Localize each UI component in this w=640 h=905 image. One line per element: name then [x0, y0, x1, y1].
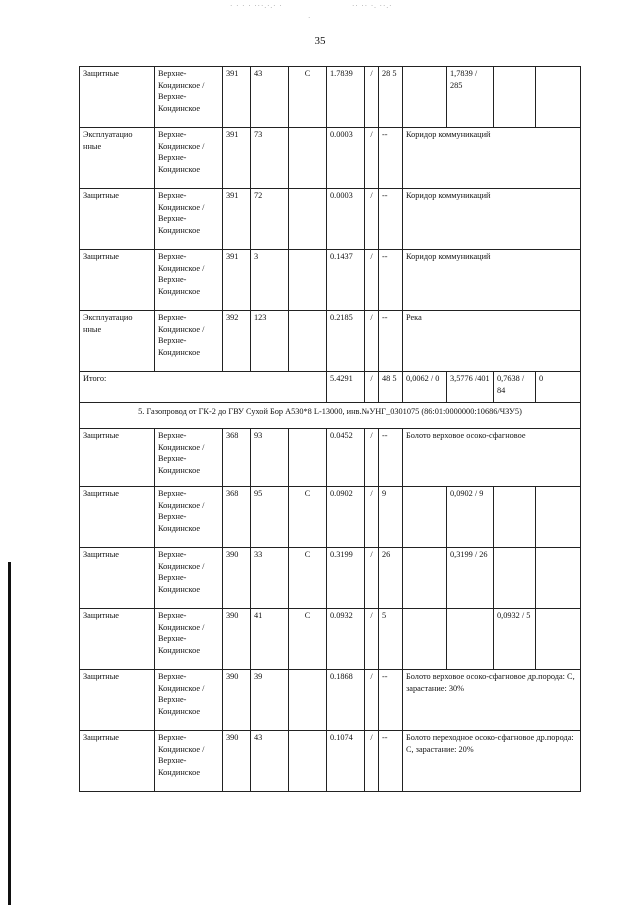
- plot-cell: 73: [251, 128, 289, 189]
- section-title: 5. Газопровод от ГК-2 до ГВУ Сухой Бор А530*8 L-13000, инв.№УНГ_0301075 (86:01:0000000:10686/ЧЗУ5): [80, 403, 581, 429]
- species-cell: [289, 429, 327, 487]
- location-cell: Верхне-Кондинское / Верхне-Кондинское: [155, 429, 223, 487]
- table-row: [80, 731, 581, 792]
- quarter-cell: 390: [223, 609, 251, 670]
- quarter-cell: 390: [223, 731, 251, 792]
- area-cell: 0.1868: [327, 670, 365, 731]
- location-cell: Верхне-Кондинское / Верхне-Кондинское: [155, 128, 223, 189]
- value-d-cell: [536, 548, 581, 609]
- species-cell: [289, 250, 327, 311]
- plot-cell: 95: [251, 487, 289, 548]
- species-cell: С: [289, 487, 327, 548]
- table-row: [80, 548, 581, 609]
- slash-cell: /: [365, 372, 379, 403]
- location-cell: Верхне-Кондинское / Верхне-Кондинское: [155, 189, 223, 250]
- volume-cell: --: [379, 189, 403, 250]
- volume-cell: --: [379, 670, 403, 731]
- plot-cell: 41: [251, 609, 289, 670]
- species-cell: [289, 128, 327, 189]
- total-value-b: 3,5776 /401: [447, 372, 494, 403]
- scan-marks-right: ·· ·· ·. ··.·: [352, 2, 393, 10]
- area-cell: 0.0003: [327, 189, 365, 250]
- value-b-cell: 0,0902 / 9: [447, 487, 494, 548]
- slash-cell: /: [365, 67, 379, 128]
- area-cell: 0.0902: [327, 487, 365, 548]
- slash-cell: /: [365, 189, 379, 250]
- quarter-cell: 391: [223, 67, 251, 128]
- quarter-cell: 390: [223, 670, 251, 731]
- table-row: [80, 250, 581, 311]
- scan-mark-center: ·: [308, 14, 312, 22]
- species-cell: [289, 189, 327, 250]
- note-cell: Коридор коммуникаций: [403, 250, 581, 311]
- slash-cell: /: [365, 311, 379, 372]
- total-row: [80, 372, 581, 403]
- quarter-cell: 391: [223, 128, 251, 189]
- category-cell: Защитные: [80, 487, 155, 548]
- value-a-cell: [403, 609, 447, 670]
- area-cell: 0.3199: [327, 548, 365, 609]
- value-c-cell: [494, 67, 536, 128]
- plot-cell: 123: [251, 311, 289, 372]
- category-cell: Защитные: [80, 609, 155, 670]
- area-cell: 0.2185: [327, 311, 365, 372]
- species-cell: С: [289, 548, 327, 609]
- value-c-cell: [494, 487, 536, 548]
- category-cell: Эксплуатацио нные: [80, 128, 155, 189]
- slash-cell: /: [365, 487, 379, 548]
- volume-cell: 9: [379, 487, 403, 548]
- total-label: Итого:: [80, 372, 327, 403]
- species-cell: [289, 731, 327, 792]
- value-a-cell: [403, 548, 447, 609]
- location-cell: Верхне-Кондинское / Верхне-Кондинское: [155, 67, 223, 128]
- quarter-cell: 391: [223, 189, 251, 250]
- value-c-cell: [494, 548, 536, 609]
- volume-cell: --: [379, 250, 403, 311]
- slash-cell: /: [365, 429, 379, 487]
- total-value-c: 0,7638 / 84: [494, 372, 536, 403]
- value-a-cell: [403, 487, 447, 548]
- area-cell: 1.7839: [327, 67, 365, 128]
- value-b-cell: [447, 609, 494, 670]
- plot-cell: 72: [251, 189, 289, 250]
- category-cell: Защитные: [80, 189, 155, 250]
- volume-cell: --: [379, 311, 403, 372]
- section-row: [80, 403, 581, 429]
- location-cell: Верхне-Кондинское / Верхне-Кондинское: [155, 311, 223, 372]
- area-cell: 0.1437: [327, 250, 365, 311]
- location-cell: Верхне-Кондинское / Верхне-Кондинское: [155, 670, 223, 731]
- quarter-cell: 392: [223, 311, 251, 372]
- table-row: [80, 670, 581, 731]
- table-row: [80, 128, 581, 189]
- species-cell: [289, 670, 327, 731]
- volume-cell: --: [379, 429, 403, 487]
- value-d-cell: [536, 487, 581, 548]
- quarter-cell: 368: [223, 429, 251, 487]
- area-cell: 0.1074: [327, 731, 365, 792]
- value-a-cell: [403, 67, 447, 128]
- total-volume: 48 5: [379, 372, 403, 403]
- location-cell: Верхне-Кондинское / Верхне-Кондинское: [155, 609, 223, 670]
- volume-cell: 28 5: [379, 67, 403, 128]
- note-cell: Болото верховое осоко-сфагновое др.порода: С, зарастание: 30%: [403, 670, 581, 731]
- slash-cell: /: [365, 670, 379, 731]
- note-cell: Коридор коммуникаций: [403, 128, 581, 189]
- slash-cell: /: [365, 731, 379, 792]
- area-cell: 0.0932: [327, 609, 365, 670]
- plot-cell: 33: [251, 548, 289, 609]
- location-cell: Верхне-Кондинское / Верхне-Кондинское: [155, 487, 223, 548]
- species-cell: [289, 311, 327, 372]
- category-cell: Защитные: [80, 67, 155, 128]
- slash-cell: /: [365, 609, 379, 670]
- quarter-cell: 390: [223, 548, 251, 609]
- plot-cell: 39: [251, 670, 289, 731]
- note-cell: Коридор коммуникаций: [403, 189, 581, 250]
- category-cell: Защитные: [80, 548, 155, 609]
- scan-marks-left: · · · · ···.·.· ·: [230, 2, 283, 10]
- table-row: [80, 67, 581, 128]
- category-cell: Защитные: [80, 731, 155, 792]
- category-cell: Защитные: [80, 670, 155, 731]
- volume-cell: 5: [379, 609, 403, 670]
- value-d-cell: [536, 67, 581, 128]
- note-cell: Болото верховое осоко-сфагновое: [403, 429, 581, 487]
- total-value-a: 0,0062 / 0: [403, 372, 447, 403]
- page-number: 35: [314, 35, 326, 47]
- category-cell: Защитные: [80, 429, 155, 487]
- total-area: 5.4291: [327, 372, 365, 403]
- quarter-cell: 368: [223, 487, 251, 548]
- area-cell: 0.0003: [327, 128, 365, 189]
- area-cell: 0.0452: [327, 429, 365, 487]
- slash-cell: /: [365, 548, 379, 609]
- plot-cell: 43: [251, 731, 289, 792]
- slash-cell: /: [365, 128, 379, 189]
- category-cell: Эксплуатацио нные: [80, 311, 155, 372]
- note-cell: Болото переходное осоко-сфагновое др.порода: С, зарастание: 20%: [403, 731, 581, 792]
- forest-plot-table: [79, 66, 581, 792]
- table-row: [80, 429, 581, 487]
- location-cell: Верхне-Кондинское / Верхне-Кондинское: [155, 250, 223, 311]
- plot-cell: 3: [251, 250, 289, 311]
- category-cell: Защитные: [80, 250, 155, 311]
- species-cell: С: [289, 609, 327, 670]
- species-cell: С: [289, 67, 327, 128]
- value-c-cell: 0,0932 / 5: [494, 609, 536, 670]
- quarter-cell: 391: [223, 250, 251, 311]
- volume-cell: --: [379, 128, 403, 189]
- note-cell: Река: [403, 311, 581, 372]
- volume-cell: 26: [379, 548, 403, 609]
- scan-edge-line: [8, 562, 11, 905]
- location-cell: Верхне-Кондинское / Верхне-Кондинское: [155, 731, 223, 792]
- table-row: [80, 189, 581, 250]
- value-b-cell: 1,7839 / 285: [447, 67, 494, 128]
- location-cell: Верхне-Кондинское / Верхне-Кондинское: [155, 548, 223, 609]
- plot-cell: 93: [251, 429, 289, 487]
- table-row: [80, 609, 581, 670]
- table-row: [80, 487, 581, 548]
- value-d-cell: [536, 609, 581, 670]
- value-b-cell: 0,3199 / 26: [447, 548, 494, 609]
- table-row: [80, 311, 581, 372]
- total-value-d: 0: [536, 372, 581, 403]
- slash-cell: /: [365, 250, 379, 311]
- plot-cell: 43: [251, 67, 289, 128]
- volume-cell: --: [379, 731, 403, 792]
